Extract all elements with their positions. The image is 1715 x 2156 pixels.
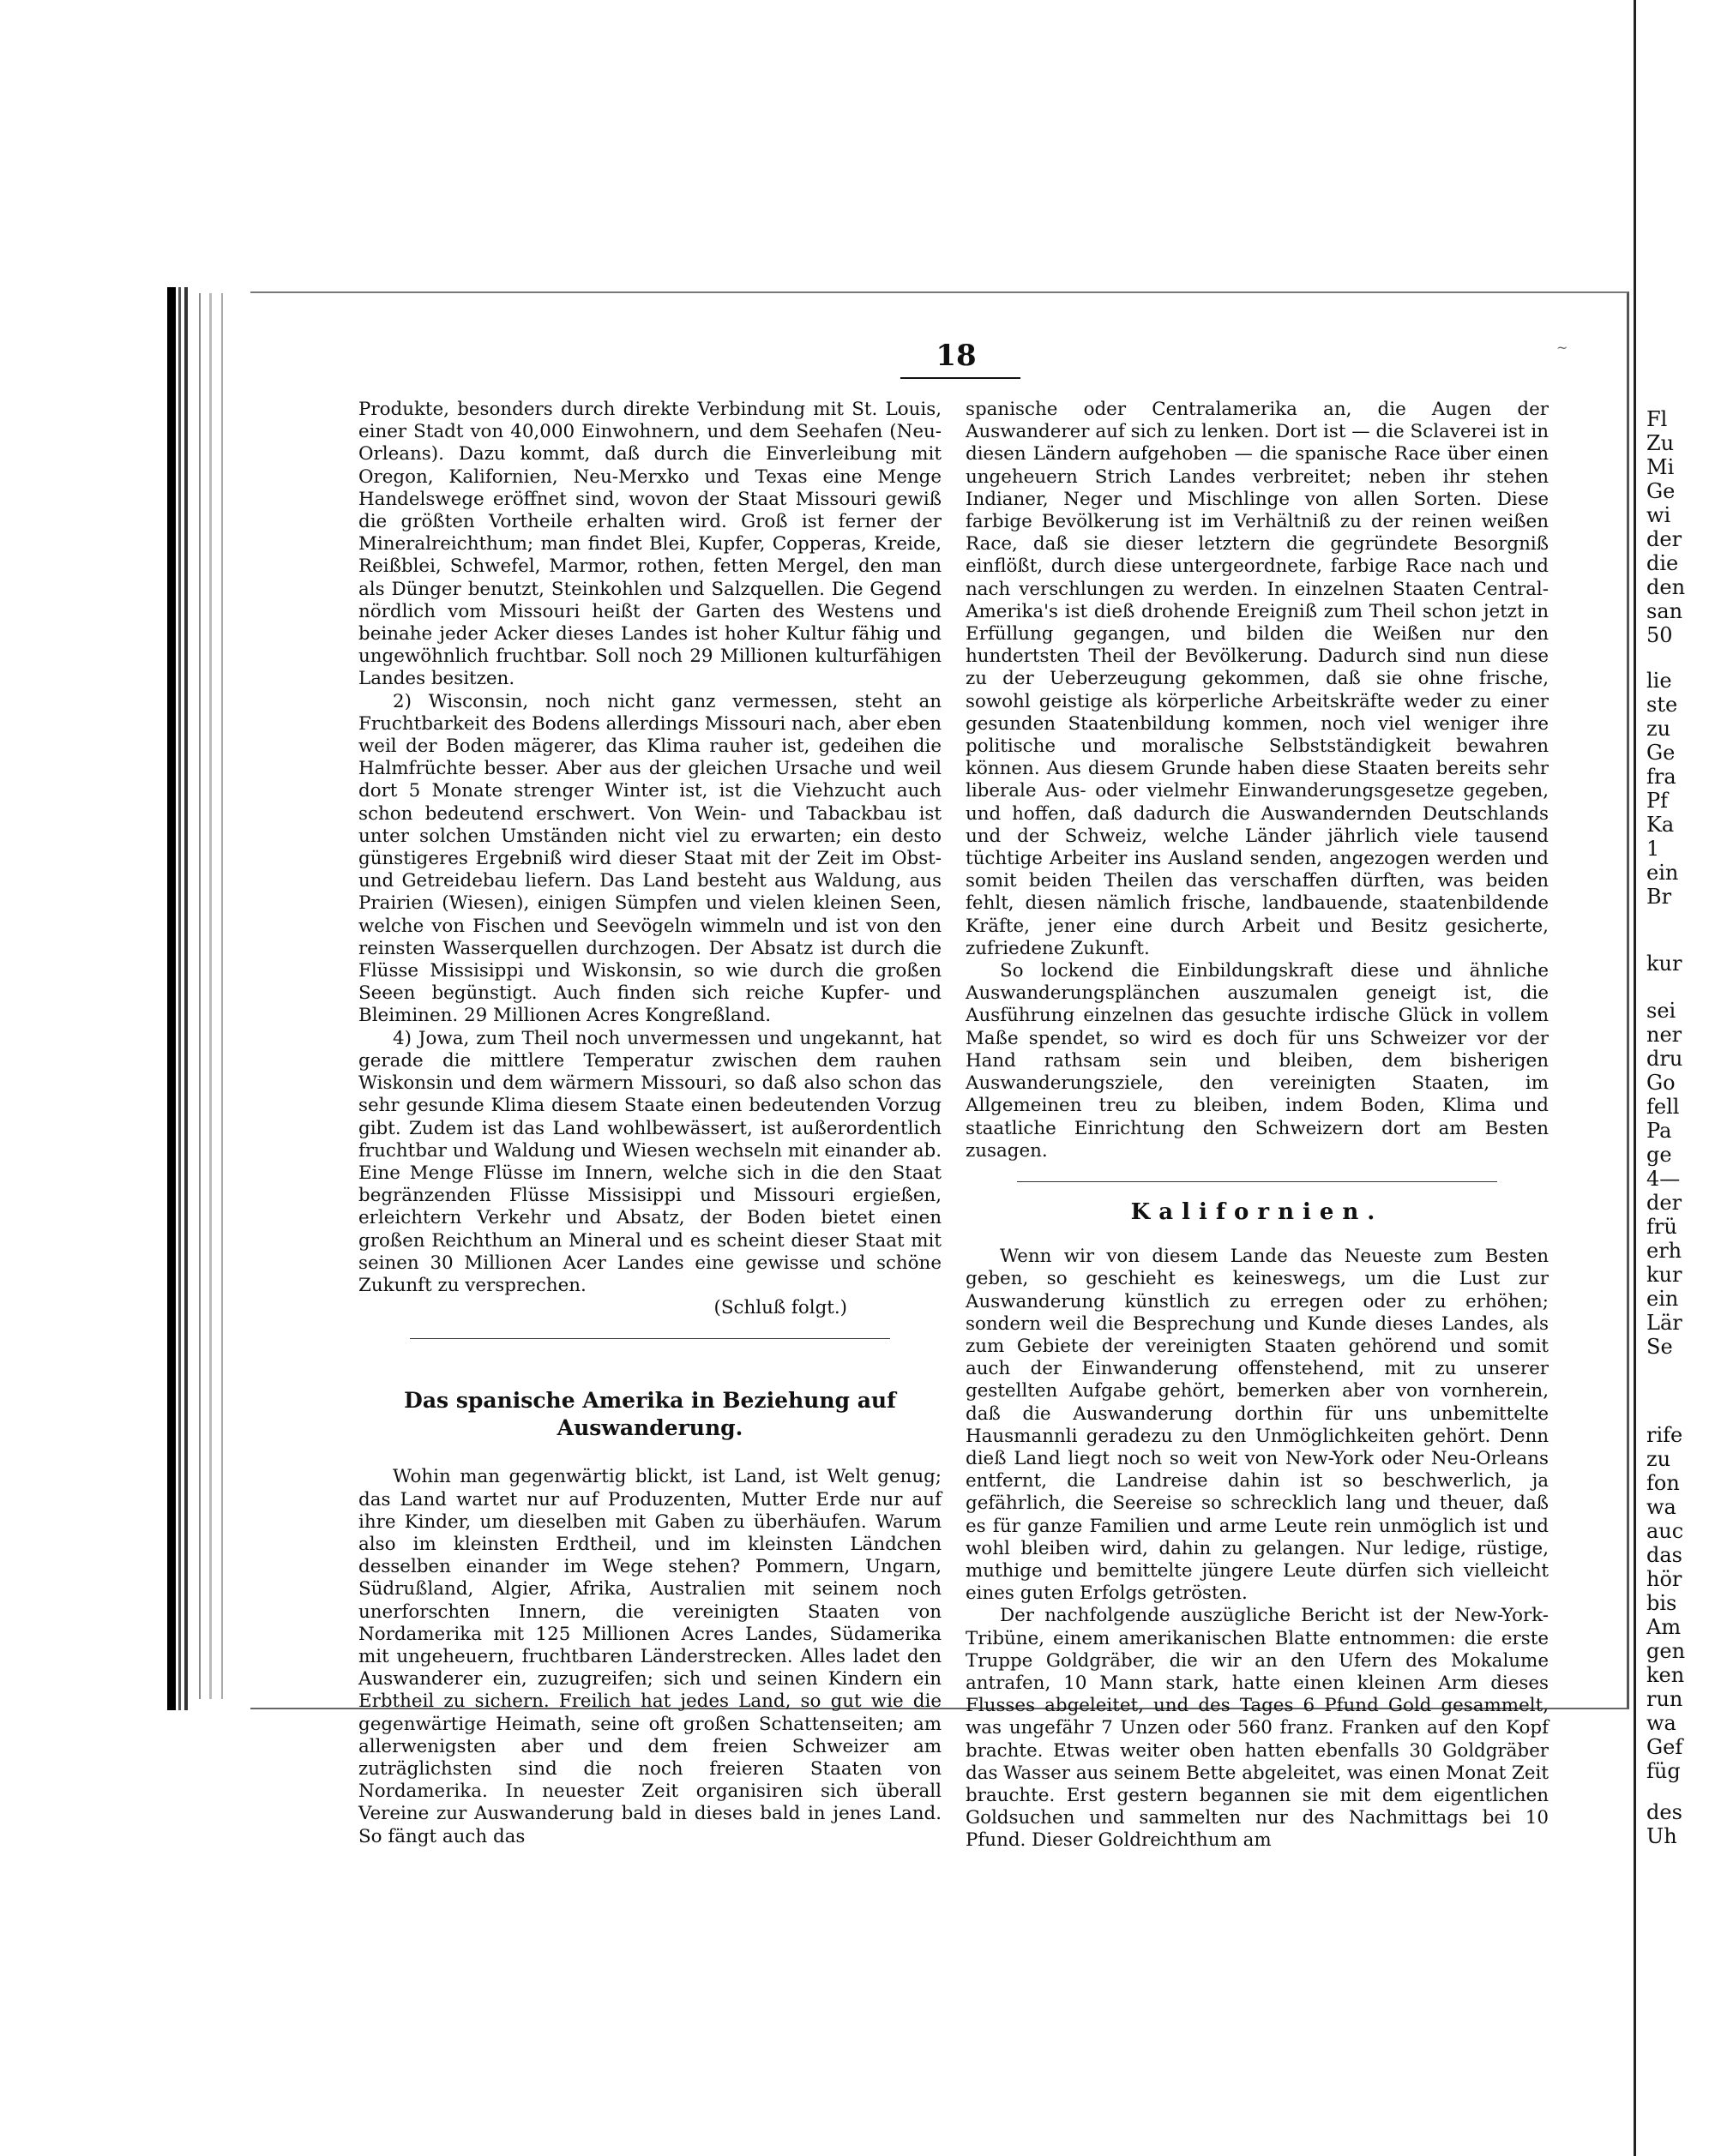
next-page-fragment: des Uh: [1646, 1800, 1682, 1848]
section-divider: [1017, 1181, 1497, 1182]
next-page-fragment: Fl Zu Mi Ge wi der die den san 50: [1646, 407, 1686, 647]
corner-mark: ~: [1556, 339, 1568, 356]
paragraph: Produkte, besonders durch direkte Verbindung mit St. Louis, einer Stadt von 40,000 Einwohnern, und dem Seehafen (Neu-Orleans). Dazu kommt, daß durch die Einverleibung mit Oregon, Kalifornien, Neu-Merxko und Texas eine Menge Handelswege eröffnet sind, wovon der Staat Missouri gewiß die größten Vortheile erhalten wird. Groß ist ferner der Mineralreichthum; man findet Blei, Kupfer, Copperas, Kreide, Reißblei, Schwefel, Marmor, rothen, fetten Mergel, den man als Dünger benutzt, Steinkohlen und Salzquellen. Die Gegend nördlich vom Missouri heißt der Garten des Westens und beinahe jeder Acker dieses Landes ist hoher Kultur fähig und ungewöhnlich fruchtbar. Soll noch 29 Millionen kulturfähigen Landes besitzen.: [358, 399, 942, 690]
next-page-strip: [1634, 0, 1715, 2156]
next-page-fragment: kur: [1646, 952, 1682, 976]
paragraph: 4) Jowa, zum Theil noch unvermessen und ungekannt, hat gerade die mittlere Temperatur zwischen dem rauhen Wiskonsin und dem wärmern Missouri, so daß also schon das sehr gesunde Klima diesem Staate einen bedeutenden Vorzug gibt. Zudem ist das Land wohlbewässert, ist außerordentlich fruchtbar und Waldung und Wiesen wechseln mit einander ab. Eine Menge Flüsse im Innern, welche sich in die den Staat begränzenden Flüsse Missisippi und Missouri ergießen, erleichtern Verkehr und Absatz, der Boden bietet einen großen Reichthum an Mineral und es scheint dieser Staat mit seinen 30 Millionen Acer Landes eine gewisse und schöne Zukunft zu versprechen.: [358, 1027, 942, 1296]
paragraph: Der nachfolgende auszügliche Bericht ist der New-York-Tribüne, einem amerikanischen Blatte entnommen: die erste Truppe Goldgräber, die wir an den Ufern des Mokalume antrafen, 10 Mann stark, hatte einen kleinen Arm dieses Flusses abgeleitet, und des Tages 6 Pfund Gold gesammelt, was ungefähr 7 Unzen oder 560 franz. Franken auf den Kopf brachte. Etwas weiter oben hatten ebenfalls 30 Goldgräber das Wasser aus seinem Bette abgeleitet, was einen Monat Zeit brauchte. Erst gestern begannen sie mit dem eigentlichen Goldsuchen und sammelten nur des Nachmittags bei 10 Pfund. Dieser Goldreichthum am: [966, 1605, 1549, 1852]
paragraph: 2) Wisconsin, noch nicht ganz vermessen, steht an Fruchtbarkeit des Bodens allerdings Missouri nach, aber eben weil der Boden mägerer, das Klima rauher ist, gedeihen die Halmfrüchte besser. Aber aus der gleichen Ursache und weil dort 5 Monate strenger Winter ist, ist die Viehzucht auch schon bedeutend erschwert. Von Wein- und Tabackbau ist unter solchen Umständen nicht viel zu erwarten; ein desto günstigeres Ergebniß wird dieser Staat mit der Zeit im Obst- und Getreidebau liefern. Das Land besteht aus Waldung, aus Prairien (Wiesen), einigen Sümpfen und vielen kleinen Seen, welche von Fischen und Seevögeln wimmeln und ist von den reinsten Wasserquellen durchzogen. Der Absatz ist durch die Flüsse Missisippi und Wiskonsin, so wie durch die großen Seeen begünstigt. Auch finden sich reiche Kupfer- und Bleiminen. 29 Millionen Acres Kongreßland.: [358, 690, 942, 1027]
next-page-fragment: rife zu fon wa auc das hör bis Am gen ken run wa Gef füg: [1646, 1423, 1686, 1783]
paragraph: Wenn wir von diesem Lande das Neueste zum Besten geben, so geschieht es keineswegs, um die Lust zur Auswanderung künstlich zu erregen oder zu erhöhen; sondern weil die Besprechung und Kunde dieses Landes, als zum Gebiete der vereinigten Staaten gehörend und somit auch der Einwanderung offenstehend, mit zu unserer gestellten Aufgabe gehört, bemerken aber von vornherein, daß die Auswanderung dorthin für uns unbemittelte Hausmannli geradezu zu den Unmöglichkeiten gehört. Denn dieß Land liegt noch so weit von New-York oder Neu-Orleans entfernt, die Landreise dahin ist so beschwerlich, ja gefährlich, die Seereise so schrecklich lang und theuer, daß es für ganze Familien und arme Leute rein unmöglich ist und wohl bleiben wird, dahin zu gelangen. Nur ledige, rüstige, muthige und bemittelte jüngere Leute dürfen sich vielleicht eines guten Erfolgs getrösten.: [966, 1246, 1549, 1605]
page-number-rule: [900, 377, 1020, 379]
left-column: [358, 399, 942, 1848]
page-number: 18: [936, 339, 977, 373]
paragraph: So lockend die Einbildungskraft diese und ähnliche Auswanderungsplänchen auszumalen geneigt ist, die Ausführung einzelnen das gesuchte irdische Glück in vollem Maße spendet, so wird es doch für uns Schweizer vor der Hand rathsam sein und bleiben, dem bisherigen Auswanderungsziele, den vereinigten Staaten, im Allgemeinen treu zu bleiben, indem Boden, Klima und staatliche Einrichtung den Schweizern dort am Besten zusagen.: [966, 960, 1549, 1162]
next-page-fragment: lie ste zu Ge fra Pf Ka 1 ein Br: [1646, 669, 1679, 909]
article-title: Das spanische Amerika in Beziehung auf Auswanderung.: [404, 1388, 896, 1441]
right-column: [966, 399, 1549, 1853]
section-divider: [410, 1338, 890, 1339]
continued-note: (Schluß folgt.): [713, 1297, 847, 1319]
page-stack-edge: [199, 293, 252, 1699]
paragraph: spanische oder Centralamerika an, die Augen der Auswanderer auf sich zu lenken. Dort ist — die Sclaverei ist in diesen Ländern aufgehoben — die spanische Race über einen ungeheuern Strich Landes verbreitet; neben ihr stehen Indianer, Neger und Mischlinge von allen Sorten. Diese farbige Bevölkerung ist im Verhältniß zu der reinen weißen Race, daß sie dieser letztern die gegründete Besorgniß einflößt, durch diese untergeordnete, farbige Race nach und nach verschlungen zu werden. In einzelnen Staaten Central-Amerika's ist dieß drohende Ereigniß zum Theil schon jetzt in Erfüllung gegangen, und bilden die Weißen nur den hundertsten Theil der Bevölkerung. Dadurch sind nun diese zu der Ueberzeugung gekommen, daß sie ohne frische, sowohl geistige als körperliche Arbeitskräfte weder zu einer gesunden Staatenbildung kommen, noch viel weniger ihre politische und moralische Selbstständigkeit bewahren können. Aus diesem Grunde haben diese Staaten bereits sehr liberale Aus- oder vielmehr Einwanderungsgesetze gegeben, und hoffen, daß dadurch die Auswandernden Deutschlands und der Schweiz, welche Länder jährlich viele tausend tüchtige Arbeiter ins Ausland senden, angezogen werden und somit beiden Theilen das verschaffen dürften, was beiden fehlt, diesen nämlich frische, landbauende, staatenbildende Kräfte, jener eine durch Arbeit und Besitz gesicherte, zufriedene Zukunft.: [966, 399, 1549, 959]
binding-edge: [167, 287, 193, 1710]
section-title: Kalifornien.: [1130, 1198, 1384, 1225]
paragraph: Wohin man gegenwärtig blickt, ist Land, ist Welt genug; das Land wartet nur auf Produzenten, Mutter Erde nur auf ihre Kinder, um dieselben mit Gaben zu überhäufen. Warum also im kleinsten Erdtheil, und im kleinsten Ländchen desselben einander im Wege stehen? Pommern, Ungarn, Südrußland, Algier, Afrika, Australien mit seinem noch unerforschten Innern, die vereinigten Staaten von Nordamerika mit 125 Millionen Acres Landes, Südamerika mit ungeheuern, fruchtbaren Länderstrecken. Alles ladet den Auswanderer ein, zuzugreifen; sich und seinen Kindern ein Erbtheil zu sichern. Freilich hat jedes Land, so gut wie die gegenwärtige Heimath, seine oft großen Schattenseiten; am allerwenigsten aber und dem freien Schweizer am zuträglichsten sind die noch freieren Staaten von Nordamerika. In neuester Zeit organisiren sich überall Vereine zur Auswanderung bald in dieses bald in jenes Land. So fängt auch das: [358, 1466, 942, 1847]
next-page-fragment: sei ner dru Go fell Pa ge 4— der frü erh kur ein Lär Se: [1646, 999, 1683, 1359]
